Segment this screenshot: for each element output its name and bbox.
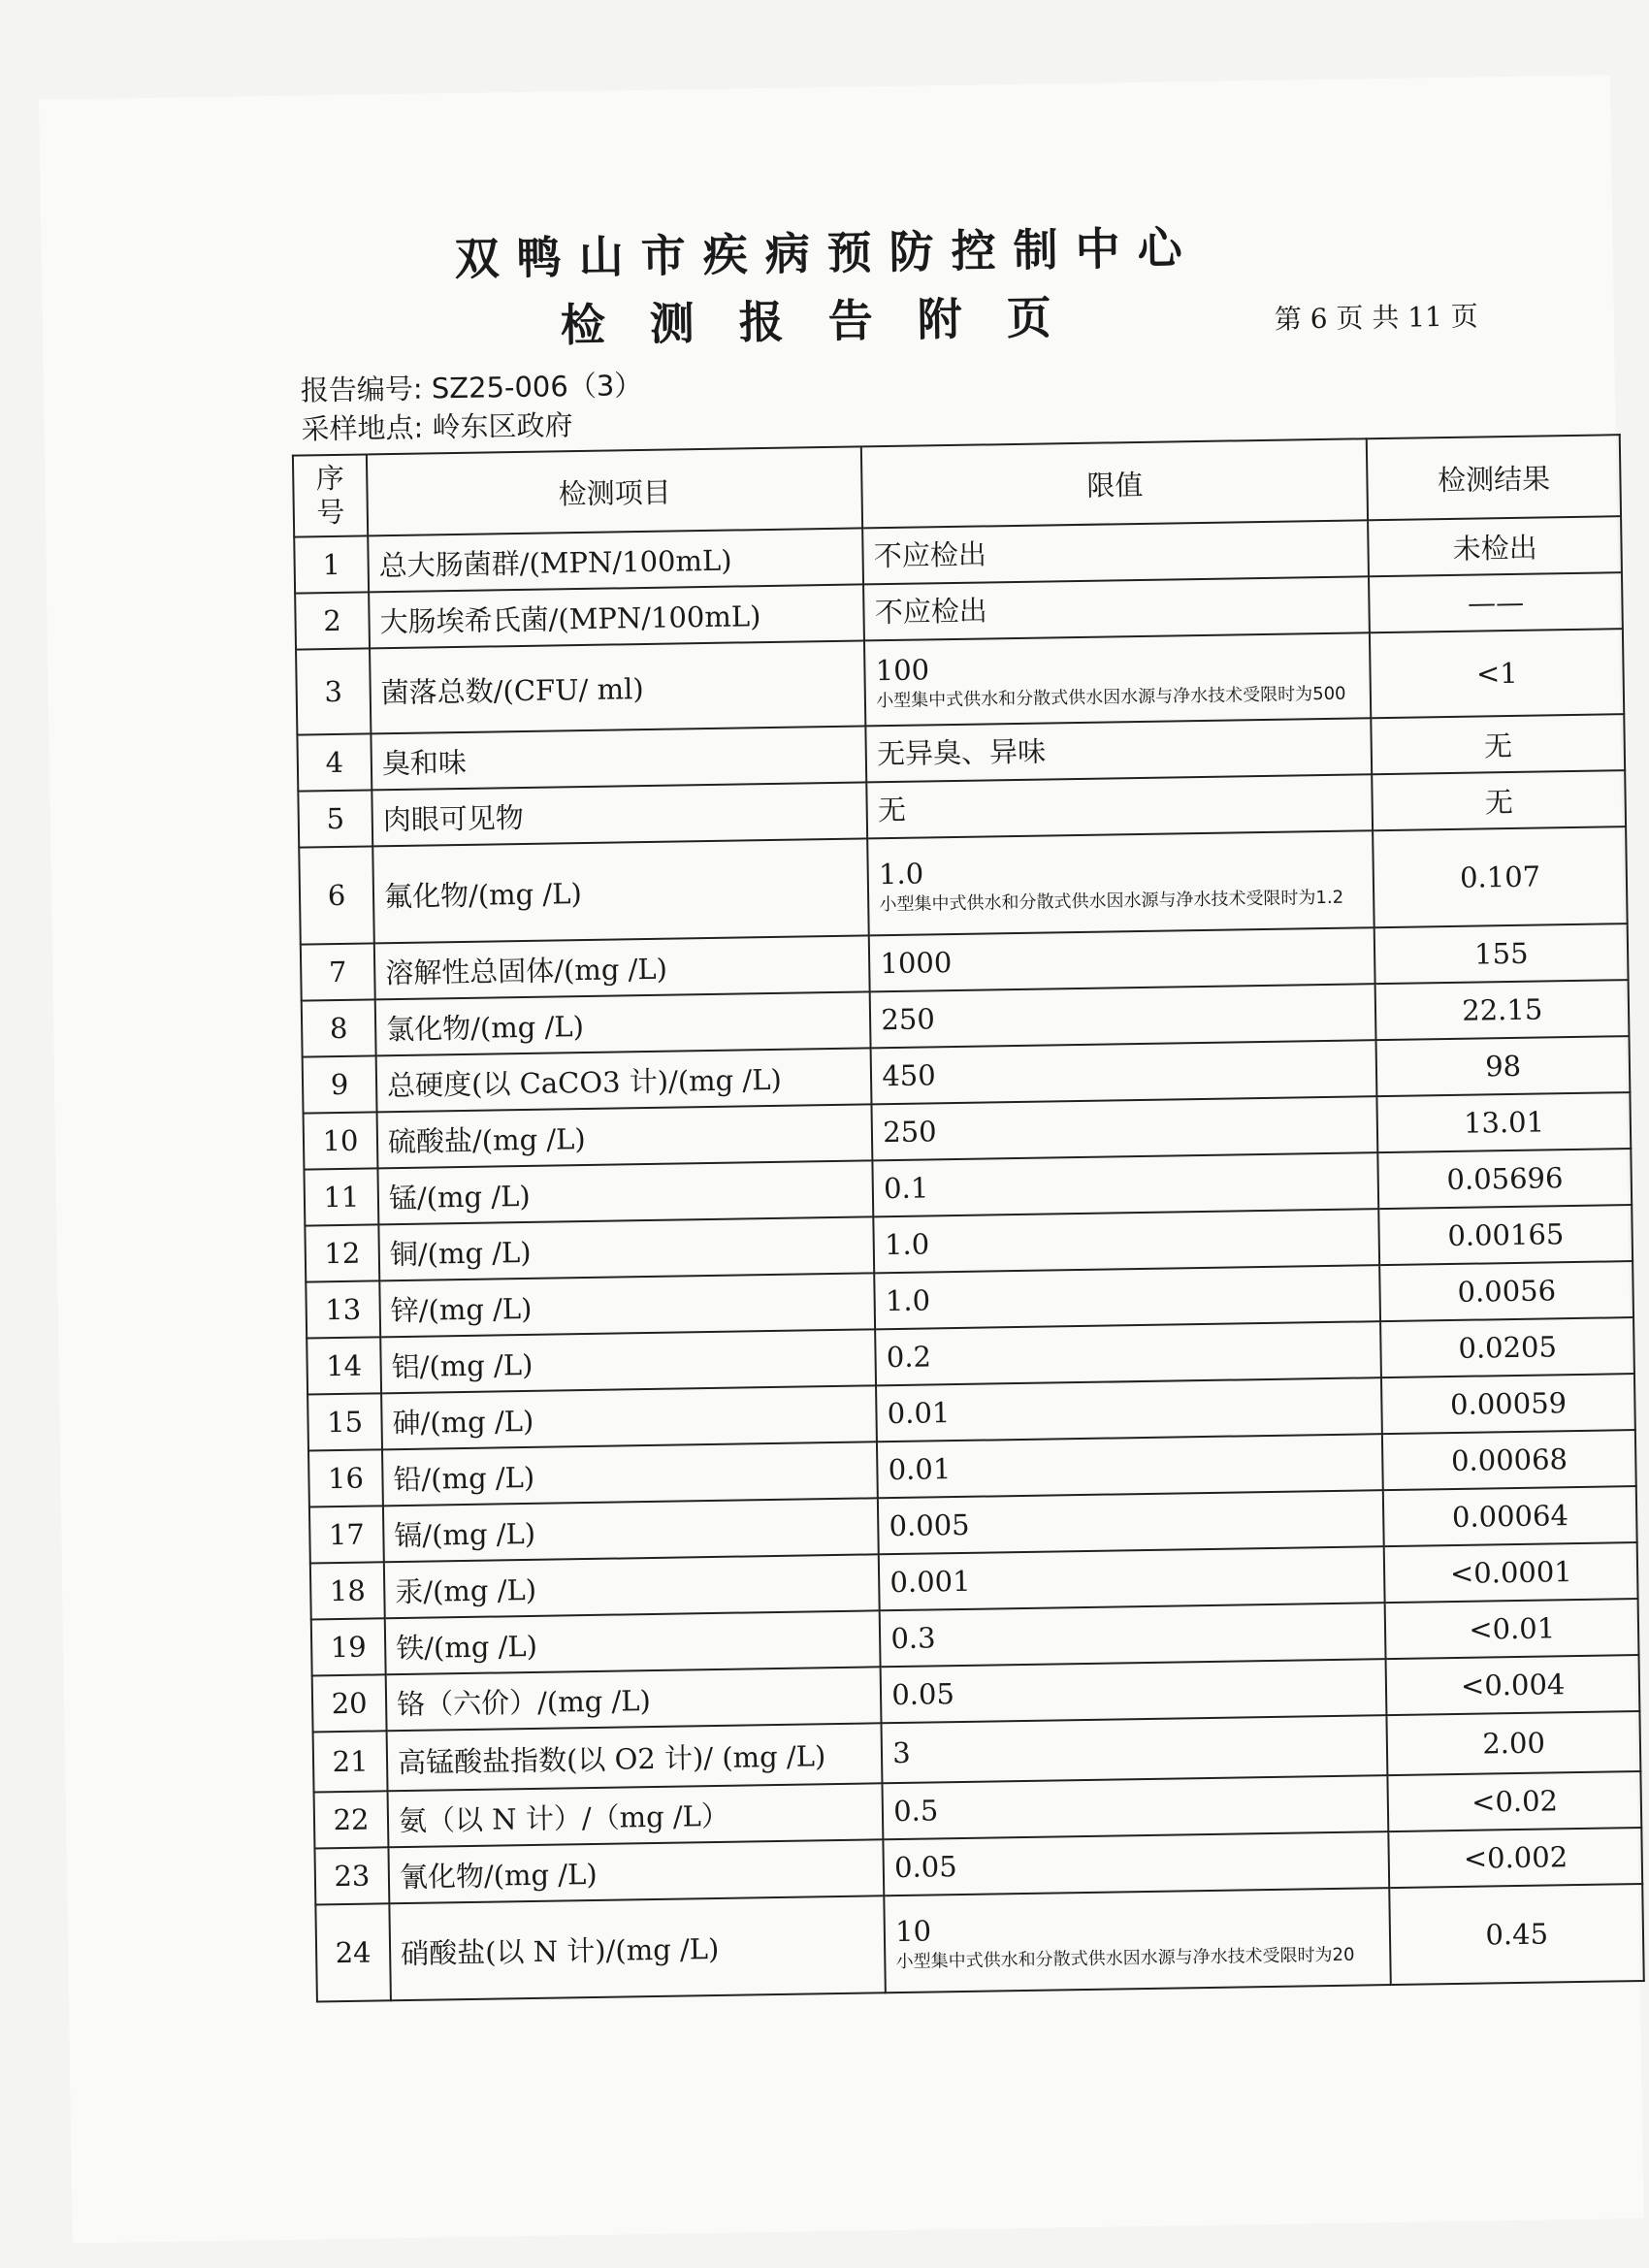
- limit-text: 不应检出: [874, 594, 988, 630]
- limit-value: [862, 520, 1369, 584]
- test-result: <0.0001: [1384, 1542, 1637, 1603]
- limit-value: [885, 1888, 1392, 1993]
- limit-value: [879, 1546, 1385, 1610]
- limit-value: [866, 718, 1373, 782]
- row-number: 5: [298, 790, 372, 847]
- limit-text: 1000: [880, 945, 953, 981]
- test-result: 2.00: [1387, 1711, 1641, 1775]
- limit-note: 小型集中式供水和分散式供水因水源与净水技术受限时为20: [895, 1944, 1355, 1972]
- test-result: 98: [1376, 1036, 1630, 1096]
- test-result: <0.01: [1385, 1599, 1638, 1659]
- limit-value: [881, 1659, 1387, 1723]
- row-number: 20: [312, 1674, 387, 1732]
- limit-text: 450: [882, 1058, 936, 1093]
- test-result: 0.00064: [1383, 1486, 1636, 1546]
- test-result: 0.0056: [1380, 1261, 1633, 1321]
- limit-value: [864, 632, 1371, 726]
- test-item: 汞/(mg /L): [384, 1554, 880, 1618]
- test-result: 0.05696: [1378, 1149, 1632, 1209]
- limit-value: [873, 1152, 1379, 1216]
- limit-text: 无异臭、异味: [876, 734, 1047, 771]
- document-subtitle: 检测报告附页: [560, 290, 1097, 352]
- limit-text: 1.0: [884, 1227, 930, 1262]
- test-item: 总大肠菌群/(MPN/100mL): [368, 528, 863, 592]
- limit-value: [882, 1715, 1388, 1783]
- limit-value: [874, 1265, 1380, 1329]
- test-item: 硝酸盐(以 N 计)/(mg /L): [389, 1895, 886, 2000]
- limit-text: 无: [877, 793, 907, 827]
- test-item: 溶解性总固体/(mg /L): [374, 935, 870, 999]
- limit-text: 不应检出: [873, 537, 987, 573]
- limit-text: 1.0: [885, 1283, 931, 1318]
- header-result: 检测结果: [1367, 435, 1621, 520]
- row-number: 9: [303, 1055, 377, 1113]
- row-number: 10: [304, 1112, 378, 1169]
- test-result: 0.0205: [1380, 1317, 1633, 1377]
- test-item: 硫酸盐/(mg /L): [377, 1104, 873, 1168]
- limit-value: [870, 984, 1376, 1048]
- limit-value: [880, 1603, 1386, 1667]
- row-number: 11: [304, 1168, 378, 1225]
- test-item: 砷/(mg /L): [381, 1385, 877, 1449]
- limit-text: 250: [881, 1002, 936, 1037]
- document-title: 双鸭山市疾病预防控制中心: [454, 220, 1201, 286]
- limit-text: 250: [882, 1115, 937, 1150]
- limit-text: 0.05: [893, 1849, 957, 1884]
- test-result: 155: [1374, 923, 1628, 984]
- test-result: 无: [1373, 770, 1626, 830]
- test-result: <0.002: [1389, 1828, 1642, 1888]
- report-number: 报告编号: SZ25-006（3）: [300, 368, 643, 407]
- limit-text: 0.05: [891, 1676, 955, 1711]
- limit-note: 小型集中式供水和分散式供水因水源与净水技术受限时为500: [876, 683, 1346, 711]
- test-result: 0.107: [1374, 826, 1628, 927]
- page-number: 第 6 页 共 11 页: [1274, 300, 1479, 336]
- limit-text: 0.01: [888, 1452, 952, 1487]
- test-result: 0.00165: [1379, 1205, 1633, 1265]
- test-result: <0.02: [1388, 1771, 1641, 1831]
- table-body: [294, 516, 1644, 2001]
- row-number: 8: [302, 999, 376, 1056]
- test-result: 22.15: [1375, 980, 1629, 1040]
- header-limit: 限值: [861, 438, 1368, 528]
- test-item: 锌/(mg /L): [379, 1273, 875, 1337]
- test-result: 0.00059: [1381, 1374, 1634, 1434]
- test-item: 总硬度(以 CaCO3 计)/(mg /L): [376, 1048, 872, 1112]
- test-item: 大肠埃希氏菌/(MPN/100mL): [369, 584, 864, 648]
- limit-value: [878, 1490, 1384, 1554]
- limit-value: [877, 1434, 1383, 1498]
- results-table: [292, 434, 1645, 2002]
- limit-value: [867, 774, 1374, 838]
- row-number: 15: [307, 1393, 382, 1450]
- test-result: <1: [1370, 629, 1624, 718]
- test-item: 氟化物/(mg /L): [372, 838, 869, 943]
- row-number: 21: [313, 1731, 388, 1792]
- row-number: 16: [308, 1449, 383, 1507]
- limit-text: 1.0: [878, 857, 924, 891]
- limit-value: [863, 576, 1370, 640]
- document-page: [39, 75, 1644, 2243]
- limit-note: 小型集中式供水和分散式供水因水源与净水技术受限时为1.2: [879, 887, 1344, 915]
- limit-text: 0.3: [890, 1621, 936, 1655]
- test-result: 0.45: [1390, 1884, 1644, 1985]
- row-number: 17: [309, 1506, 384, 1563]
- row-number: 4: [297, 733, 372, 791]
- limit-text: 0.2: [886, 1340, 932, 1375]
- limit-value: [875, 1321, 1381, 1385]
- test-item: 肉眼可见物: [372, 782, 867, 846]
- test-result: <0.004: [1386, 1655, 1639, 1715]
- limit-text: 0.005: [889, 1507, 970, 1543]
- limit-value: [867, 830, 1374, 935]
- header-item: 检测项目: [367, 446, 863, 535]
- test-item: 铁/(mg /L): [385, 1610, 881, 1674]
- row-number: 24: [315, 1903, 391, 2001]
- test-item: 铬（六价）/(mg /L): [386, 1667, 882, 1731]
- header-no: 序号: [293, 454, 368, 536]
- row-number: 19: [311, 1618, 386, 1675]
- limit-value: [872, 1096, 1378, 1160]
- limit-value: [884, 1831, 1390, 1895]
- limit-text: 0.1: [883, 1171, 929, 1206]
- row-number: 12: [305, 1224, 379, 1281]
- row-number: 2: [295, 592, 370, 649]
- limit-text: 0.5: [892, 1794, 939, 1828]
- test-result: 未检出: [1369, 516, 1622, 576]
- test-result: 无: [1372, 714, 1625, 774]
- test-item: 铜/(mg /L): [378, 1216, 874, 1280]
- test-item: 高锰酸盐指数(以 O2 计)/ (mg /L): [387, 1723, 883, 1791]
- row-number: 6: [299, 846, 374, 944]
- test-item: 臭和味: [371, 726, 866, 790]
- table-row: [315, 1884, 1643, 2001]
- test-result: 0.00068: [1382, 1430, 1635, 1490]
- limit-value: [871, 1040, 1377, 1104]
- test-result: ——: [1369, 572, 1622, 632]
- limit-text: 0.001: [889, 1564, 971, 1600]
- row-number: 23: [314, 1847, 389, 1904]
- limit-text: 3: [891, 1735, 911, 1769]
- row-number: 22: [314, 1791, 389, 1848]
- row-number: 3: [296, 648, 371, 734]
- test-item: 氰化物/(mg /L): [388, 1839, 884, 1903]
- row-number: 13: [306, 1280, 380, 1338]
- test-item: 铅/(mg /L): [382, 1442, 878, 1506]
- limit-value: [874, 1209, 1380, 1273]
- test-item: 菌落总数/(CFU/ ml): [370, 640, 866, 733]
- limit-text: 0.01: [887, 1396, 951, 1431]
- test-item: 氨（以 N 计）/（mg /L）: [388, 1783, 884, 1847]
- test-item: 铝/(mg /L): [380, 1329, 876, 1393]
- sample-site: 采样地点: 岭东区政府: [301, 408, 573, 446]
- limit-text: 100: [875, 653, 930, 688]
- row-number: 14: [307, 1337, 381, 1394]
- test-item: 镉/(mg /L): [383, 1498, 879, 1562]
- row-number: 7: [301, 943, 375, 1000]
- test-item: 氯化物/(mg /L): [375, 991, 871, 1055]
- limit-value: [869, 927, 1375, 991]
- limit-text: 10: [894, 1914, 932, 1949]
- test-result: 13.01: [1377, 1092, 1631, 1152]
- limit-value: [883, 1775, 1389, 1839]
- row-number: 1: [294, 535, 369, 593]
- limit-value: [876, 1377, 1382, 1442]
- row-number: 18: [310, 1562, 385, 1619]
- test-item: 锰/(mg /L): [377, 1160, 873, 1224]
